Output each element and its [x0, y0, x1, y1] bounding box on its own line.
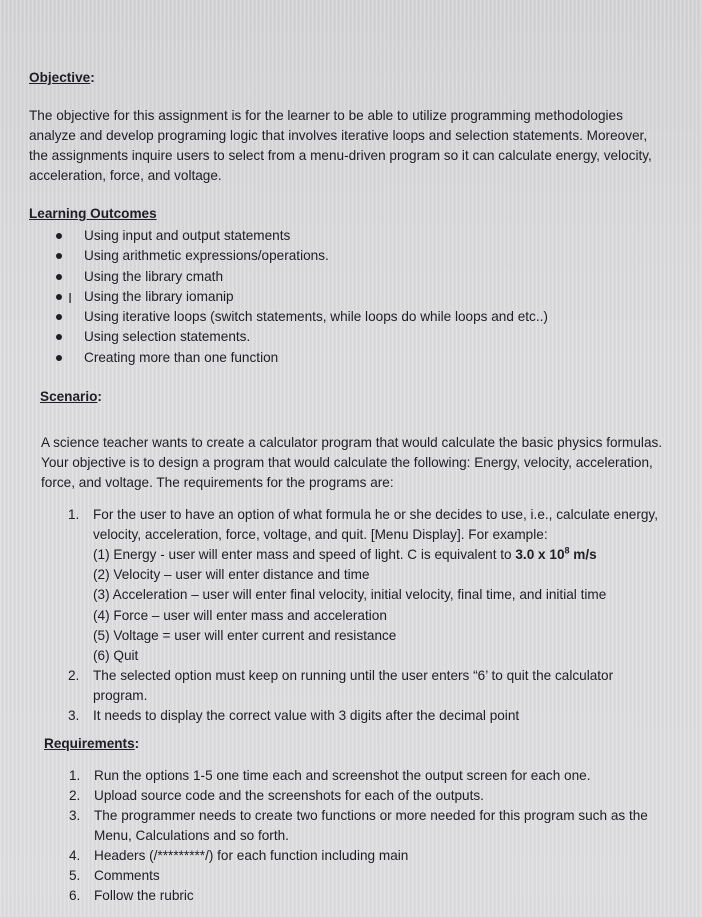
scenario-line: Your objective is to design a program that would calculate the following: Energy, velocity, acceleration, [41, 455, 653, 470]
list-item-text: Upload source code and the screenshots for each of the outputs. [94, 788, 484, 803]
list-item-text: Using the library iomanip [84, 288, 234, 304]
objective-heading-text: Objective [29, 70, 91, 85]
menu-option: (5) Voltage = user will enter current and resistance [93, 627, 397, 643]
speed-of-light-unit: m/s [569, 547, 597, 562]
speed-of-light-exponent: 8 [564, 545, 570, 556]
requirements-heading [44, 736, 139, 751]
bullet-icon [56, 253, 62, 259]
list-item-text: Creating more than one function [84, 349, 279, 365]
list-item [56, 348, 548, 368]
list-item-text: Menu, Calculations and so forth. [94, 828, 289, 843]
scenario-heading-colon: : [97, 389, 102, 404]
requirements-heading-colon: : [134, 736, 140, 751]
scenario-heading [40, 389, 102, 404]
list-item-text: Run the options 1-5 one time each and screenshot the output screen for each one. [94, 768, 591, 783]
list-item [56, 327, 548, 347]
list-item-number: 1. [68, 507, 80, 522]
list-item-text: It needs to display the correct value with 3 digits after the decimal point [93, 708, 520, 724]
scenario-line: force, and voltage. The requirements for the programs are: [41, 475, 394, 490]
scenario-paragraph [41, 433, 662, 493]
scenario-requirements-list [68, 505, 688, 726]
list-item-text: Using input and output statements [84, 228, 291, 243]
menu-option: (2) Velocity – user will enter distance and time [93, 567, 370, 583]
menu-option: (4) Force – user will enter mass and acceleration [93, 607, 387, 623]
objective-line: The objective for this assignment is for the learner to be able to utilize programming methodologies [29, 108, 623, 123]
list-item [56, 226, 548, 246]
list-item [69, 806, 689, 846]
list-item-text: Using iterative loops (switch statements, while loops do while loops and etc..) [84, 309, 548, 325]
list-item-text: Headers (/*********/) for each function including main [94, 848, 409, 863]
bullet-icon [56, 274, 62, 280]
list-item-number: 5. [69, 868, 81, 883]
list-item [69, 886, 689, 906]
bullet-icon [56, 294, 62, 300]
list-item [69, 766, 689, 786]
list-item [68, 706, 688, 726]
list-item-text: Using the library cmath [84, 268, 224, 284]
menu-option: (6) Quit [93, 648, 139, 664]
list-item-number: 4. [69, 848, 81, 863]
list-item [56, 287, 548, 307]
menu-option [93, 545, 688, 565]
bullet-icon [56, 334, 62, 340]
list-item-number: 2. [68, 668, 80, 684]
menu-option: (3) Acceleration – user will enter final velocity, initial velocity, final time, and initial time [93, 587, 607, 603]
list-item [69, 866, 689, 886]
objective-paragraph [29, 106, 652, 186]
list-item [68, 505, 688, 666]
objective-line: acceleration, force, and voltage. [29, 168, 222, 183]
list-item-text: For the user to have an option of what formula he or she decides to use, i.e., calculate energy, [93, 507, 658, 522]
list-item-text: The selected option must keep on running until the user enters “6’ to quit the calculator [93, 668, 614, 684]
objective-heading-colon: : [90, 70, 95, 85]
list-item-text: program. [93, 688, 148, 704]
menu-options-list [93, 545, 688, 666]
requirements-heading-text: Requirements [44, 736, 135, 751]
list-item-text: Follow the rubric [94, 888, 194, 903]
list-item-text: Using selection statements. [84, 329, 251, 345]
list-item-number: 1. [69, 768, 81, 783]
objective-line: analyze and develop programing logic that involves iterative loops and selection statements. Moreover, [29, 128, 648, 143]
learning-outcomes-list [56, 226, 548, 368]
scenario-heading-text: Scenario [40, 389, 98, 404]
list-item [56, 246, 548, 266]
list-item-text: Comments [94, 868, 160, 883]
list-item-number: 6. [69, 888, 81, 903]
list-item [56, 267, 548, 287]
list-item-number: 3. [69, 808, 81, 823]
list-item [69, 846, 689, 866]
list-item [56, 307, 548, 327]
list-item-text: The programmer needs to create two functions or more needed for this program such as the [94, 808, 648, 823]
list-item-text: velocity, acceleration, force, voltage, and quit. [Menu Display]. For example: [93, 527, 548, 542]
list-item-number: 3. [68, 708, 80, 724]
text-cursor-icon: I [68, 289, 73, 307]
bullet-icon [56, 355, 62, 361]
list-item-text: Using arithmetic expressions/operations. [84, 248, 329, 264]
list-item [68, 666, 688, 706]
learning-outcomes-heading: Learning Outcomes [29, 206, 157, 221]
list-item [69, 786, 689, 806]
list-item-number: 2. [69, 788, 81, 803]
menu-option-text: (1) Energy - user will enter mass and speed of light. C is equivalent to [93, 547, 516, 562]
speed-of-light-value: 3.0 x 10 [515, 547, 565, 562]
scenario-line: A science teacher wants to create a calculator program that would calculate the basic physics formulas. [41, 435, 663, 450]
bullet-icon [56, 314, 62, 320]
objective-line: the assignments inquire users to select from a menu-driven program so it can calculate energy, velocity, [29, 148, 652, 163]
objective-heading [29, 70, 95, 85]
requirements-list [69, 766, 689, 906]
bullet-icon [56, 233, 62, 239]
